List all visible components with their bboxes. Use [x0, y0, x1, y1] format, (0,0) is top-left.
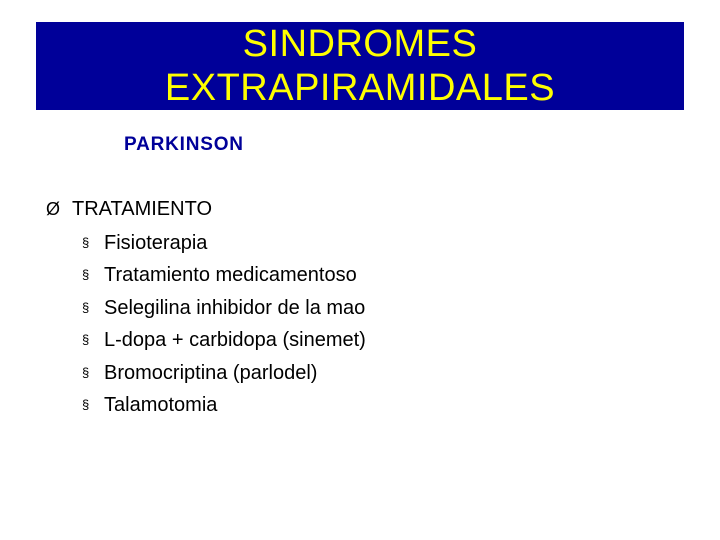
list-item [82, 227, 366, 259]
list-item [82, 259, 366, 291]
main-bullet [46, 196, 212, 222]
subtitle: PARKINSON [124, 134, 244, 155]
treatment-list [82, 227, 366, 421]
list-item-label: Selegilina inhibidor de la mao [104, 296, 366, 319]
list-item-label: Bromocriptina (parlodel) [104, 361, 318, 384]
list-item [82, 357, 366, 389]
main-bullet-label: TRATAMIENTO [72, 198, 212, 220]
list-item-label: Tratamiento medicamentoso [104, 264, 357, 287]
list-item [82, 292, 366, 324]
square-bullet-icon: § [82, 299, 90, 315]
square-bullet-icon: § [82, 267, 90, 283]
title-banner [36, 22, 684, 110]
arrow-bullet-icon: Ø [46, 199, 61, 219]
list-item-label: L-dopa + carbidopa (sinemet) [104, 329, 366, 352]
square-bullet-icon: § [82, 364, 90, 380]
title-line-1: SINDROMES [242, 23, 478, 65]
square-bullet-icon: § [82, 235, 90, 250]
square-bullet-icon: § [82, 397, 90, 413]
list-item-label: Talamotomia [104, 394, 218, 417]
title-line-2: EXTRAPIRAMIDALES [164, 67, 556, 109]
list-item-label: Fisioterapia [104, 232, 208, 254]
list-item [82, 389, 366, 421]
square-bullet-icon: § [82, 332, 90, 348]
list-item [82, 324, 366, 356]
